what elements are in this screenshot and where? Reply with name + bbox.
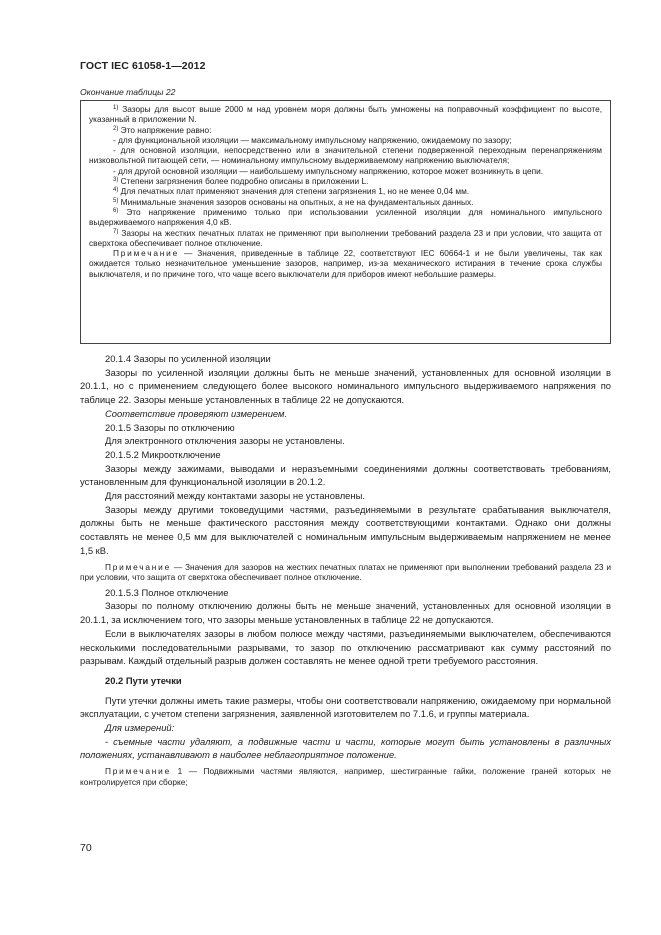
footnote-marker: 6)	[113, 207, 119, 214]
page-number: 70	[80, 842, 92, 854]
paragraph: Зазоры по полному отключению должны быть не меньше значений, установленных для основной изоляции в 20.1.1, за исключением того, что зазоры меньше установленных в таблице 22 не допускаются.	[80, 600, 611, 626]
note-label: Примечание	[105, 561, 172, 572]
compliance-check: Соответствие проверяют измерением.	[105, 407, 288, 419]
footnote-2-item: - для функциональной изоляции — максимальному импульсному напряжению, ожидаемому по зазору;	[113, 134, 512, 145]
footnote-marker: 3)	[113, 177, 119, 184]
section-heading: 20.1.5 Зазоры по отключению	[105, 421, 235, 433]
footnote-5: $^{5)}$ Минимальные значения зазоров основаны на опытных, а не на фундаментальных данных.	[113, 196, 474, 207]
paragraph: Если в выключателях зазоры в любом полюсе между частями, разъединяемыми выключателем, обеспечиваются несколькими последовательными разрывами, то зазор по отключению рассматривают как сумму расстояний по разрывам. Каждый отдельный разрыв должен составлять не менее одной трети требуемого расстояния.	[80, 627, 611, 667]
footnote-6: $^{6)}$ Это напряжение применимо только при использовании усиленной изоляции для номинального импульсного выдерживаемого напряжения 4,0 кВ.	[89, 206, 602, 228]
footnote-marker: 7)	[113, 228, 119, 235]
footnote-marker: 5)	[113, 197, 119, 204]
table-note: Примечание — Значения, приведенные в таблице 22, соответствуют IEC 60664-1 и не были увеличены, так как ожидается только незначительное уменьшение зазоров, например, из-за механического истирания в течение срока службы выключателя, и по причине того, что чаще всего выключатели для приборов имеют небольшие размеры.	[89, 248, 602, 279]
footnote-2-item: - для другой основной изоляции — наибольшему импульсному напряжению, которое может возникнуть в цепи.	[113, 165, 544, 176]
footnote-marker: 2)	[113, 125, 119, 132]
standard-header: ГОСТ IEC 61058-1—2012	[80, 60, 206, 72]
note: Примечание — Значения для зазоров на жестких печатных платах не применяют при выполнении требований раздела 23 и при условии, что защита от сверхтока обеспечивает полное отключение.	[80, 561, 612, 583]
footnote-2-item: - для основной изоляции, непосредственно или в значительной степени подверженной переходным перенапряжениям низковольтной питающей сети, — номинальному импульсному выдерживаемому напряжению выключателя;	[89, 145, 602, 166]
footnote-marker: 4)	[113, 187, 119, 194]
section-heading-bold: 20.2 Пути утечки	[105, 674, 182, 686]
body-text	[80, 352, 611, 790]
table-notes-box	[80, 100, 611, 344]
footnote-marker: 1)	[113, 105, 119, 111]
measurement-item: - съемные части удаляют, а подвижные части и части, которые могут быть установлены в различных положениях, устанавливают в наиболее неблагоприятное положение.	[80, 735, 611, 761]
paragraph: Пути утечки должны иметь такие размеры, чтобы они соответствовали напряжению, ожидаемому при нормальной эксплуатации, с учетом степени загрязнения, заявленной изготовителем по 7.1.6, и группы материала.	[80, 694, 611, 720]
section-heading: 20.1.5.3 Полное отключение	[105, 586, 229, 598]
footnote-7: $^{7)}$ Зазоры на жестких печатных платах не применяют при выполнении требований раздела 23 и при условии, что защита от сверхтока обеспечивает полное отключение.	[89, 227, 602, 248]
paragraph: Зазоры между зажимами, выводами и неразъемными соединениями должны соответствовать требованиям, установленным для функциональной изоляции в 20.1.2.	[80, 462, 611, 488]
table-continuation-caption: Окончание таблицы 22	[80, 87, 176, 97]
note-label: Примечание	[113, 248, 180, 259]
footnote-1: $^{1)}$ Зазоры для высот выше 2000 м над уровнем моря должны быть умножены на поправочный коэффициент по высоте, указанный в приложении N.	[89, 104, 602, 125]
paragraph: Для электронного отключения зазоры не установлены.	[105, 435, 345, 447]
paragraph: Зазоры между другими токоведущими частями, разъединяемыми в результате срабатывания выключателя, должны быть не меньше фактического расстояния между соответствующими контактами. Однако они должны составлять не менее 0,5 мм для выключателей с номинальным импульсным выдерживаемым напряжением не менее 1,5 кВ.	[80, 503, 611, 556]
footnote-3: $^{3)}$ Степени загрязнения более подробно описаны в приложении L.	[113, 176, 369, 187]
paragraph: Зазоры по усиленной изоляции должны быть не меньше значений, установленных для основной изоляции в 20.1.1, но с применением следующего более высокого номинального импульсного выдерживаемого напряжения по таблице 22. Зазоры меньше установленных в таблице 22 не допускаются.	[80, 366, 611, 406]
section-heading: 20.1.4 Зазоры по усиленной изоляции	[105, 353, 271, 364]
section-heading: 20.1.5.2 Микроотключение	[105, 448, 221, 460]
footnote-2: $^{2)}$ Это напряжение равно:	[113, 124, 212, 135]
footnote-4: $^{4)}$ Для печатных плат применяют значения для степени загрязнения 1, но не менее 0,04 мм.	[113, 186, 470, 197]
note: Примечание 1 — Подвижными частями являются, например, шестигранные гайки, положение граней которых не контролируется при сборке;	[80, 766, 611, 787]
note-label: Примечание	[105, 766, 172, 777]
measurement-intro: Для измерений:	[105, 722, 175, 734]
paragraph: Для расстояний между контактами зазоры не установлены.	[105, 490, 365, 502]
